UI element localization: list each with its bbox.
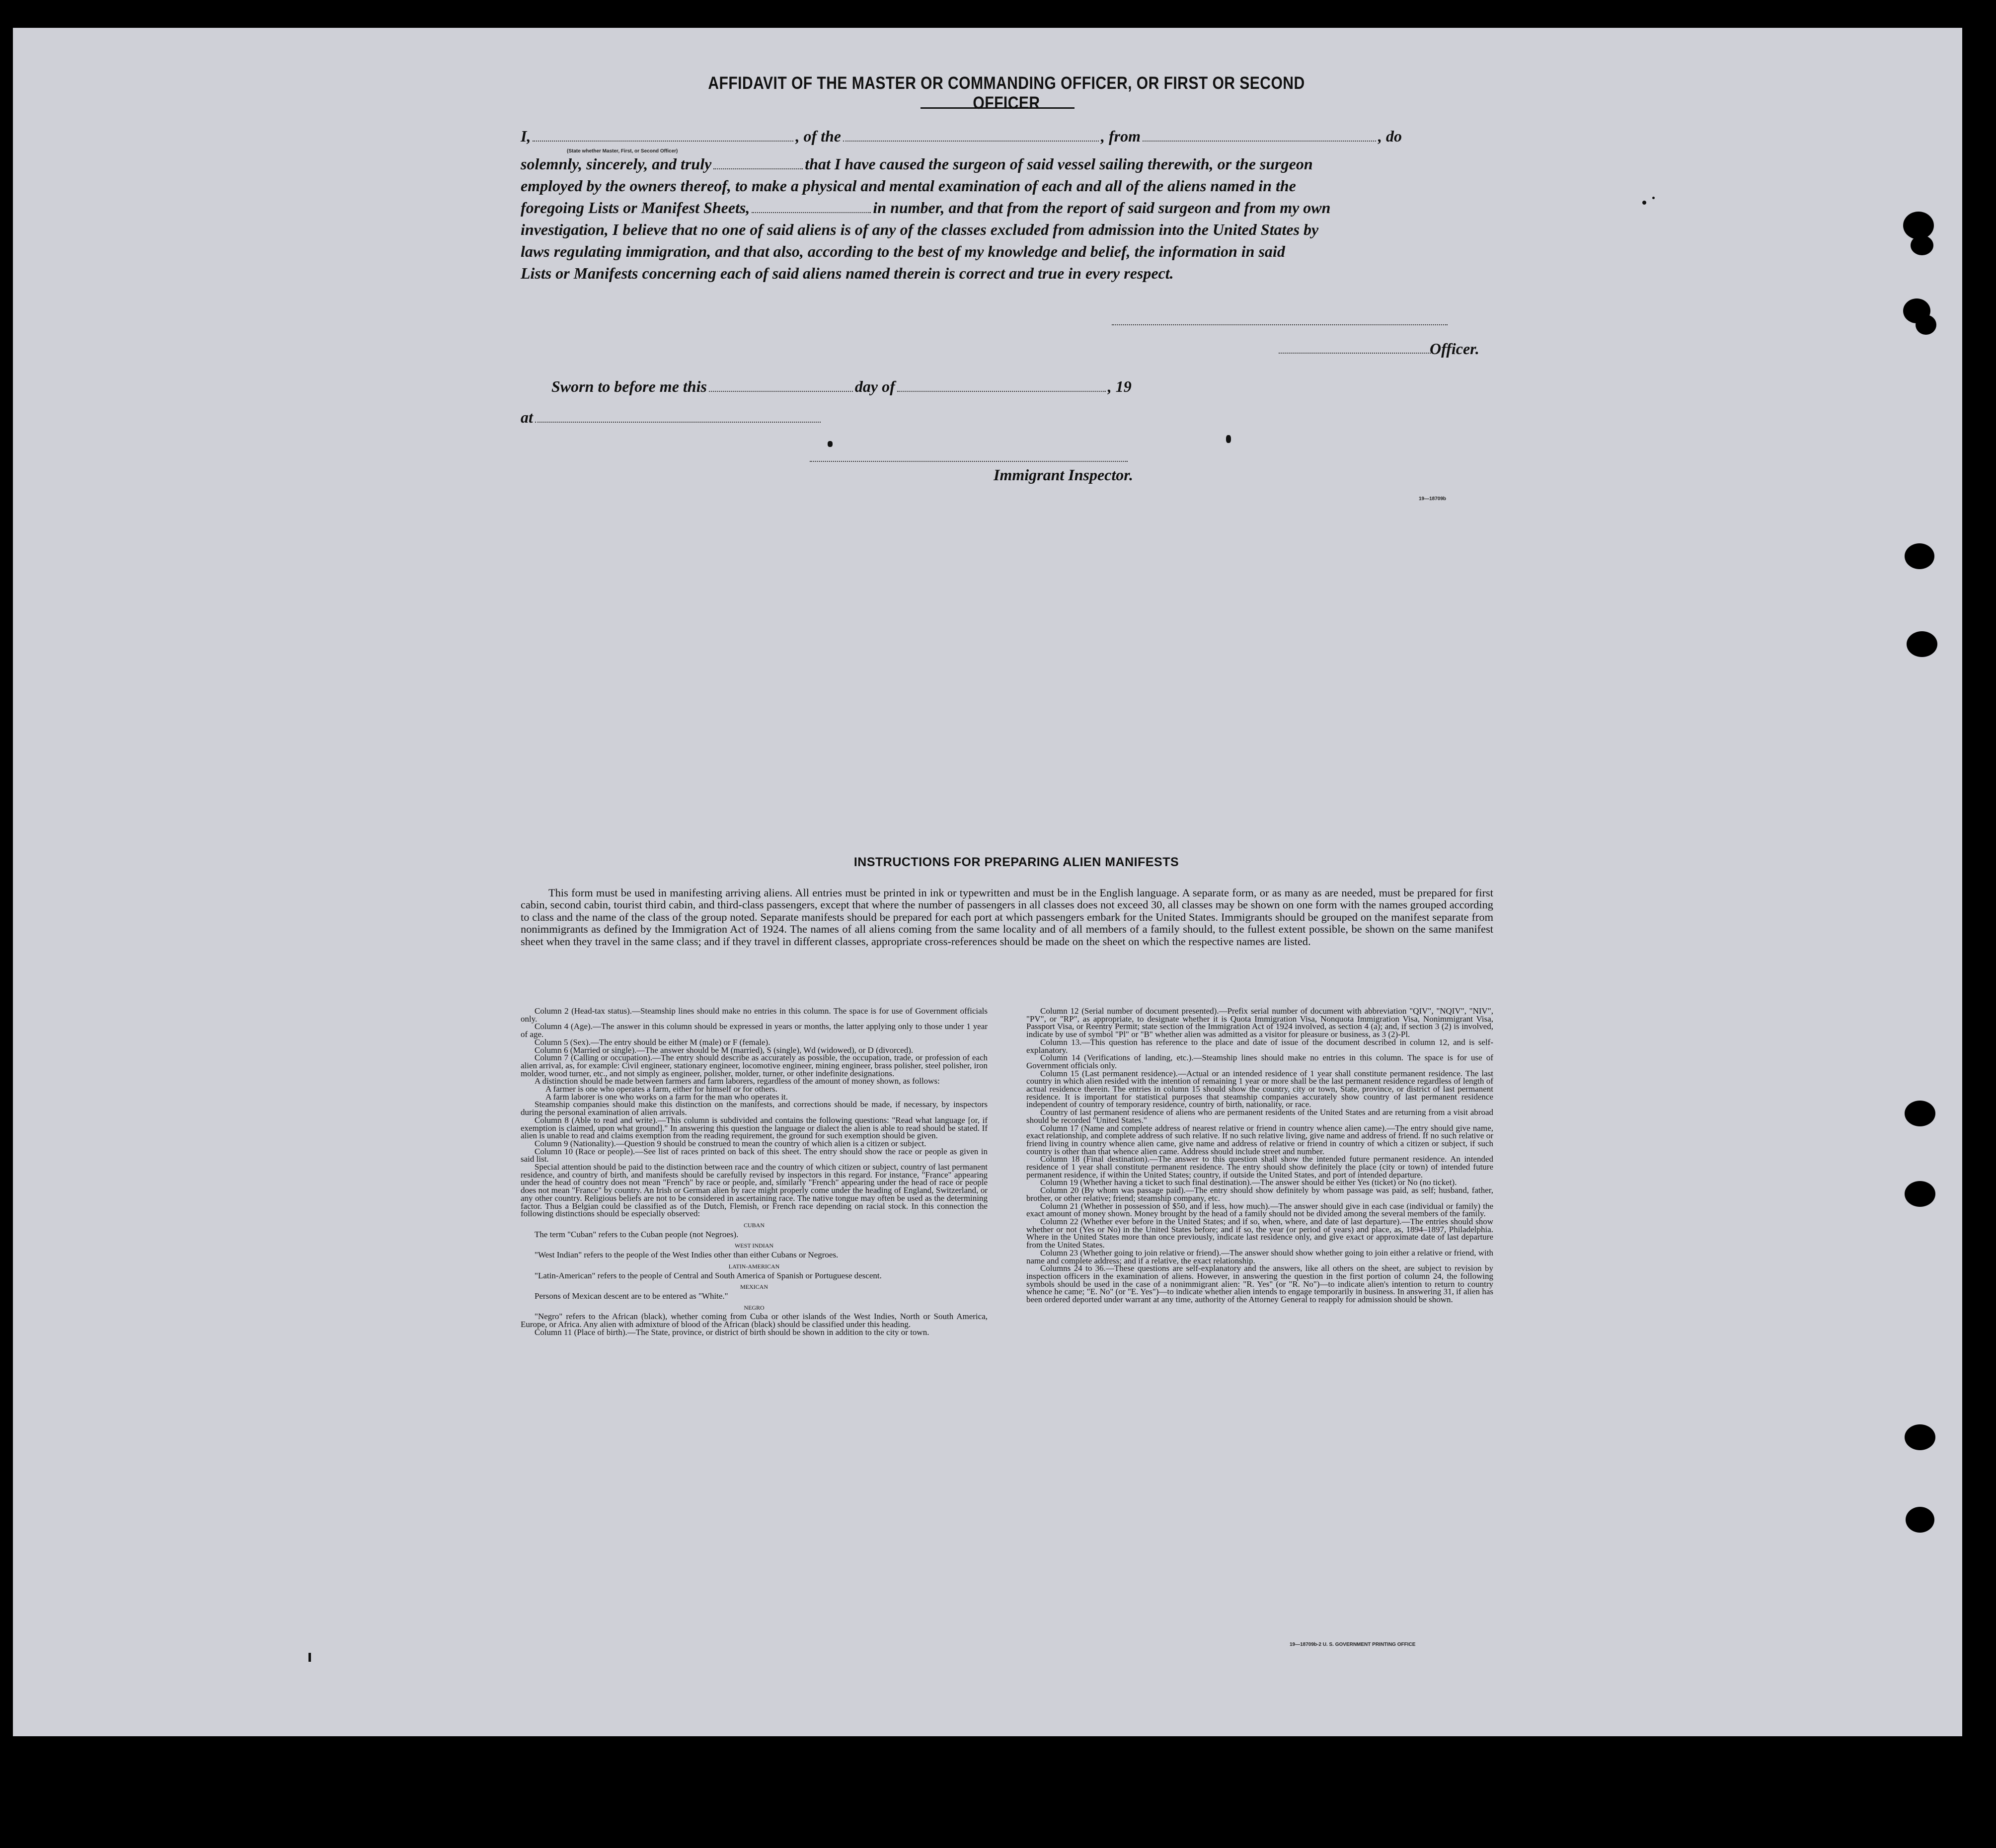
race-heading-west-indian: WEST INDIAN [734,1242,774,1250]
vessel-name-field[interactable] [843,130,1099,142]
at-line: at [521,406,1494,428]
instruction-para: Column 20 (By whom was passage paid).—The entry should show definitely by whom passage was paid, as self; husband, father, brother, or other relative; friend; steamship company, etc. [1026,1185,1493,1203]
race-definition-mexican: Persons of Mexican descent are to be entered as "White." [535,1291,728,1301]
inspector-signature-line[interactable] [810,461,1128,462]
instruction-para: Column 14 (Verifications of landing, etc.).—Steamship lines should make no entries in this column. The space is for use of Government officials only. [1026,1053,1493,1070]
instruction-para: Column 8 (Able to read and write).—This column is subdivided and contains the following questions: "Read what language [or, if exemption is claimed, upon what ground]." In answering this question the language or dialect the alien is able to read should be stated. If alien is unable to read and claims exemption from the reading requirement, the ground for such exemption should be given. [521,1115,988,1141]
instruction-para: Column 4 (Age).—The answer in this column should be expressed in years or months, the latter applying only to those under 1 year of age. [521,1022,988,1039]
race-heading-cuban: CUBAN [743,1221,765,1229]
race-definition-negro: "Negro" refers to the African (black), whether coming from Cuba or other islands of the West Indies, North or South America, Europe, or Africa. Any alien with admixture of blood of the African (black) should be classified under this heading. [521,1312,988,1330]
instruction-para: Steamship companies should make this distinction on the manifests, and corrections should be made, if necessary, by inspectors during the personal examination of alien arrivals. [521,1100,988,1117]
affidavit-line-5: investigation, I believe that no one of said aliens is of any of the classes excluded from admission into the United States by [521,221,1319,238]
officer-rank-note: (State whether Master, First, or Second Officer) [567,148,678,154]
inspector-label: Immigrant Inspector. [994,466,1133,484]
sworn-place-field[interactable] [535,411,821,423]
affidavit-line-4: foregoing Lists or Manifest Sheets, in number, and that from the report of said surgeon and from my own [521,199,1331,217]
instruction-para: Column 19 (Whether having a ticket to such final destination).—The answer should be either Yes (ticket) or No (no ticket). [1040,1178,1457,1187]
instruction-para: Column 22 (Whether ever before in the United States; and if so, when, where, and date of last departure).—The entries should show whether or not (Yes or No) in the United States before; and if so, the year (or period of years) and place, as, 1894–1897, Philadelphia. Where in the United States more than once previously, indicate last residence only, and give exact or approximate date of last departure from the United States. [1026,1216,1493,1250]
instruction-para: A farm laborer is one who works on a farm for the man who operates it. [545,1092,788,1102]
instruction-para: Column 18 (Final destination).—The answer to this question shall show the intended future permanent residence. An intended residence of 1 year shall constitute permanent residence. The entry should show definitely the place (city or town) of intended future permanent residence, if within the United States; country, if outside the United States, and port of intended departure. [1026,1154,1493,1180]
punch-hole [1905,1424,1935,1450]
affidavit-line-6: laws regulating immigration, and that also, according to the best of my knowledge and belief, the information in said [521,242,1285,260]
officer-signature-line[interactable] [1112,324,1448,325]
sworn-day-field[interactable] [709,380,853,392]
instructions-right-column [1026,1007,1493,1304]
oath-word-field[interactable] [713,157,803,169]
affidavit-line-3: employed by the owners thereof, to make a physical and mental examination of each and all of the aliens named in the [521,177,1296,195]
instructions-title: INSTRUCTIONS FOR PREPARING ALIEN MANIFESTS [853,855,1179,869]
race-definition-cuban: The term "Cuban" refers to the Cuban people (not Negroes). [535,1229,739,1239]
instruction-para: A distinction should be made between farmers and farm laborers, regardless of the amount of money shown, as follows: [535,1076,940,1086]
instruction-para: Column 11 (Place of birth).—The State, province, or district of birth should be shown in addition to the city or town. [535,1327,929,1337]
ink-speck [1642,201,1646,205]
form-number: 19—18709b [1419,496,1447,502]
printing-office-footer: 19—18709b-2 U. S. GOVERNMENT PRINTING OFFICE [1290,1642,1416,1647]
affidavit-line-7: Lists or Manifests concerning each of said aliens named therein is correct and true in every respect. [521,264,1174,282]
ink-speck [1652,197,1655,199]
ink-speck [828,441,833,447]
instructions-left-column [521,1007,988,1336]
officer-name-line[interactable] [1279,353,1431,354]
race-definition-west-indian: "West Indian" refers to the people of the West Indies other than either Cubans or Negroes. [535,1250,839,1260]
instruction-para: Column 9 (Nationality).—Question 9 should be construed to mean the country of which alien is a citizen or subject. [535,1138,926,1148]
punch-hole [1905,1181,1935,1207]
sworn-month-field[interactable] [897,380,1106,392]
instruction-para: Column 17 (Name and complete address of nearest relative or friend in country whence alien came).—The entry should give name, exact relationship, and complete address of such relative. If no such relative living, give name and address of friend. If no such relative or friend living in country whence alien came, give name and address of relative or friend in country of which a citizen or subject, if such country is other than that whence alien came. Address should include street and number. [1026,1123,1493,1156]
instruction-para: Column 15 (Last permanent residence).—Actual or an intended residence of 1 year shall constitute permanent residence. The last country in which alien resided with the intention of remaining 1 year or more shall be the last permanent residence regardless of length of actual residence therein. The entries in column 15 should show the country, city or town, State, province, or district of last permanent residence. It is important for statistical purposes that steamship companies accurately show country of last permanent residence independent of country of temporary residence, country of birth, nationality, or race. [1026,1068,1493,1109]
punch-hole [1905,1101,1935,1126]
ink-speck [1226,435,1231,443]
affidavit-line-2: solemnly, sincerely, and truly that I have caused the surgeon of said vessel sailing therewith, or the surgeon [521,155,1313,173]
instruction-para: Special attention should be paid to the distinction between race and the country of which citizen or subject, country of last permanent residence, and country of birth, and manifests should be carefully revised by inspectors in this regard. For instance, "France" appearing under the head of country does not mean "French" by race or people, and, similarly "French" appearing under the head of race or people does not mean "France" by country. An Irish or German alien by race might properly come under the heading of England, Switzerland, or any other country. Religious beliefs are not to be considered in ascertaining race. The native tongue may often be used as the determining factor. Thus a Belgian could be classified as of the Dutch, Flemish, or French race depending on racial stock. In this connection the following distinctions should be especially observed: [521,1162,988,1219]
sheet-count-field[interactable] [752,201,871,213]
instruction-para: A farmer is one who operates a farm, either for himself or for others. [545,1084,777,1094]
instruction-para: Column 23 (Whether going to join relative or friend).—The answer should show whether going to join either a relative or friend, with name and complete address; and if a relative, the exact relationship. [1026,1248,1493,1265]
instruction-para: Column 5 (Sex).—The entry should be either M (male) or F (female). [535,1037,770,1047]
instruction-para: Column 21 (Whether in possession of $50, and if less, how much).—The answer should give in each case (individual or family) the exact amount of money shown. Money brought by the head of a family should not be divided among the several members of the family. [1026,1201,1493,1219]
instruction-para: Column 7 (Calling or occupation).—The entry should describe as accurately as possible, the occupation, trade, or profession of each alien arrival, as, for example: Civil engineer, stationary engineer, locomotive engineer, mining engineer, brass polisher, steel polisher, iron molder, wood turner, etc., and not simply as engineer, polisher, molder, turner, or other indefinite designations. [521,1053,988,1078]
instruction-para: Column 6 (Married or single).—The answer should be M (married), S (single), Wd (widowed), or D (divorced). [535,1045,914,1055]
officer-label: Officer. [1430,340,1479,358]
race-heading-negro: NEGRO [744,1304,765,1311]
instruction-para: Column 13.—This question has reference to the place and date of issue of the document described in column 12, and is self-explanatory. [1026,1037,1493,1055]
race-heading-mexican: MEXICAN [740,1283,768,1291]
race-definition-latin-american: "Latin-American" refers to the people of Central and South America of Spanish or Portuguese descent. [535,1270,882,1280]
instruction-para: Column 10 (Race or people).—See list of races printed on back of this sheet. The entry should show the race or people as given in said list. [521,1146,988,1164]
sworn-line: Sworn to before me this day of , 19 [551,377,1132,395]
punch-hole [1916,315,1936,335]
punch-hole [1905,543,1934,569]
race-heading-latin-american: LATIN-AMERICAN [728,1262,780,1270]
affidavit-line-1: I, , of the , from , do [521,127,1402,145]
affidavit-title: AFFIDAVIT OF THE MASTER OR COMMANDING OFFICER, OR FIRST OR SECOND OFFICER [708,74,1305,113]
ink-speck [308,1653,311,1662]
instruction-para: Country of last permanent residence of aliens who are permanent residents of the United States and are returning from a visit abroad should be recorded "United States." [1026,1108,1493,1125]
punch-hole [1906,1507,1934,1533]
punch-hole [1911,235,1933,255]
punch-hole [1907,631,1937,657]
instruction-para: Column 12 (Serial number of document presented).—Prefix serial number of document with abbreviation "QIV", "NQIV", "NIV", "PV", or "RP", as appropriate, to designate whether it is Quota Immigration Visa, Nonquota Immigration Visa, Nonimmigrant Visa, Passport Visa, or Reentry Permit; state section of the Immigration Act of 1924 involved, as section 4 (a); and, if section 3 (2) is involved, indicate by use of symbol "Pl" or "B" whether alien was admitted as a visitor for pleasure or business, as 3 (2)-Pl. [1026,1006,1493,1039]
instruction-para: Columns 24 to 36.—These questions are self-explanatory and the answers, like all others on the sheet, are subject to revision by inspection officers in the examination of aliens. However, in answering the question in the first portion of column 24, the following symbols should be used in the case of a nonimmigrant alien: "R. Yes" (or "R. No")—to indicate alien's intention to return to country whence he came; "E. No" (or "E. Yes")—to indicate whether alien intends to engage temporarily in business. In answering 31, if alien has been ordered deported under warrant at any time, authority of the Attorney General to reapply for admission should be shown. [1026,1263,1493,1305]
manifest-sheet [13,28,1962,1736]
officer-rank-field[interactable] [533,130,793,142]
departure-port-field[interactable] [1143,130,1376,142]
punch-hole [1903,212,1934,239]
title-rule [921,107,1075,109]
instructions-intro: This form must be used in manifesting arriving aliens. All entries must be printed in ink or typewritten and must be in the English language. A separate form, or as many as are needed, must be prepared for first cabin, second cabin, tourist third cabin, and third-class passengers, except that where the number of passengers in all classes does not exceed 30, all classes may be shown on one form with the names grouped according to class and the name of the class of the group noted. Separate manifests should be prepared for each port at which passengers embark for the United States. Immigrants should be grouped on the manifest separate from nonimmigrants as defined by the Immigration Act of 1924. The names of all aliens coming from the same locality and of all members of a family should, to the fullest extent possible, be shown on the same manifest sheet when they travel in the same class; and if they travel in different classes, appropriate cross-references should be made on the sheet on which the respective names are listed. [521,887,1493,948]
instruction-para: Column 2 (Head-tax status).—Steamship lines should make no entries in this column. The space is for use of Government officials only. [521,1006,988,1024]
